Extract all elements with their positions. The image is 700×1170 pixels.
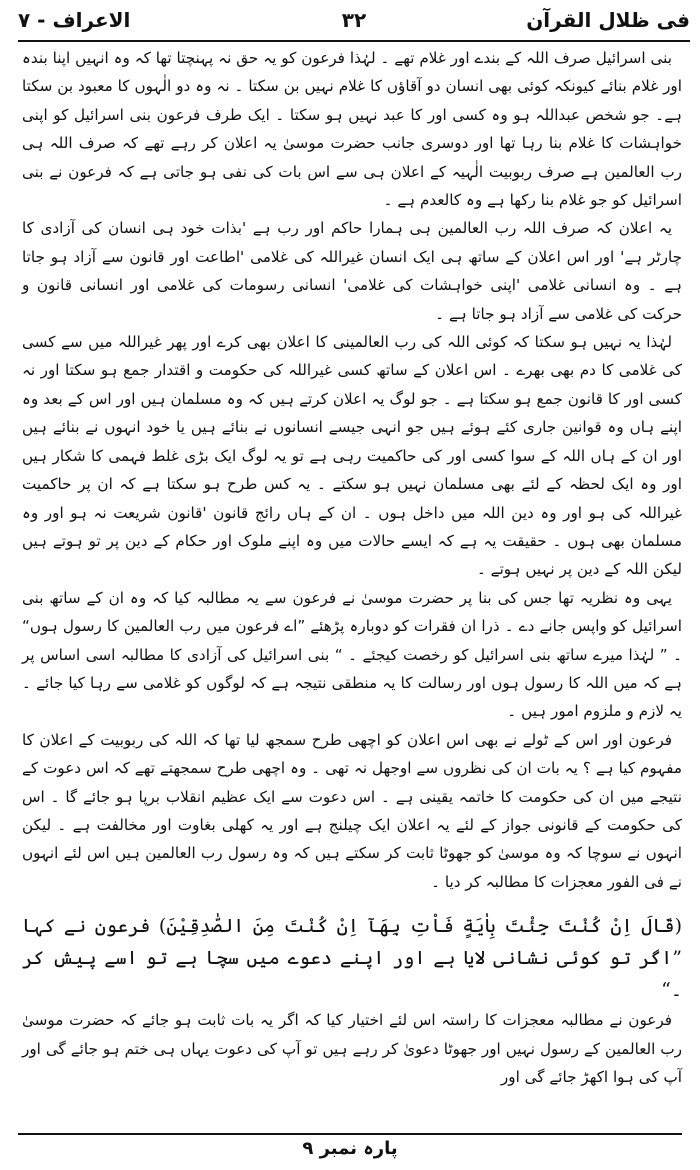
page-number: ۳۲ <box>341 8 367 32</box>
header-rule <box>18 40 690 42</box>
para-label: پارہ نمبر ۹ <box>302 1138 398 1159</box>
paragraph: لہٰذا یہ نہیں ہو سکتا کہ کوئی اللہ کی رب العالمینی کا اعلان بھی کرے اور پھر غیراللہ میں سے کسی کی غلامی کا دم بھی بھرے ۔ اس اعلان کے ساتھ کسی غیراللہ کی حکومت و اقتدار جمع ہو سکتا اور نہ کسی اور کا قانون جمع ہو سکتا ہے ۔ جو لوگ یہ اعلان کرتے ہیں کہ وہ مسلمان ہیں اور اس کے بعد وہ اپنے ہاں وہ قوانین جاری کئے ہوئے ہیں جو انہی جیسے انسانوں نے بنائے ہیں یا خود انہوں نے بنائے ہیں اور ان کے ہاں اللہ کے سوا کسی اور کی حاکمیت رہی ہے تو یہ لوگ ایک بڑی غلط فہمی کا شکار ہیں اور وہ ایک لحظہ کے لئے بھی مسلمان نہیں ہو سکتے ۔ یہ کس طرح ہو سکتا ہے کہ ان پر حاکمیت غیراللہ کی ہو اور وہ دین اللہ میں داخل ہوں ۔ ان کے ہاں رائج قانون 'قانون شریعت نہ ہو اور وہ مسلمان بھی ہوں ۔ حقیقت یہ ہے کہ ایسے حالات میں وہ اپنے ملوک اور حکام کے دین پر تو ہوتے ہیں لیکن اللہ کے دین پر نہیں ہوتے ۔ <box>22 333 682 579</box>
surah-label: الاعراف - ۷ <box>18 8 131 32</box>
verse-translation: فرعون نے کہا ”اگر تو کوئی نشانی لایا ہے اور اپنے دعوے میں سچا ہے تو اسے پیش کر ۔“ <box>22 915 682 1002</box>
quran-verse-block <box>22 910 682 1006</box>
page-body <box>22 44 682 1130</box>
page-header <box>18 6 690 42</box>
paragraph: یہی وہ نظریہ تھا جس کی بنا پر حضرت موسیٰ نے فرعون سے یہ مطالبہ کیا کہ وہ ان کے ساتھ بنی اسرائیل کو واپس جانے دے ۔ ذرا ان فقرات کو دوبارہ پڑھئے ”اے فرعون میں رب العالمین کا رسول ہوں“ ۔ ” لہٰذا میرے ساتھ بنی اسرائیل کو رخصت کیجئے ۔ “ بنی اسرائیل کی آزادی کا مطالبہ اسی اساس پر ہے کہ میں اللہ کا رسول ہوں اور رسالت کا یہ منطقی نتیجہ ہے کہ لوگوں کو غلامی سے رہا کیا جائے ۔ یہ لازم و ملزوم امور ہیں ۔ <box>22 588 682 721</box>
book-title: فی ظلال القرآن <box>526 8 690 32</box>
closing-paragraph: فرعون نے مطالبہ معجزات کا راستہ اس لئے اختیار کیا کہ اگر یہ بات ثابت ہو جائے کہ حضرت موسیٰ رب العالمین کے رسول نہیں اور جھوٹا دعویٰ کر رہے ہیں تو آپ کی دعوت یہاں ہی ختم ہو جائے گی اور آپ کی ہوا اکھڑ جائے گی اور <box>22 1011 682 1086</box>
paragraph: یہ اعلان کہ صرف اللہ رب العالمین ہی ہمارا حاکم اور رب ہے 'بذات خود ہی انسان کی آزادی کا چارٹر ہے' اور اس اعلان کے ساتھ ہی ایک انسان غیراللہ کی غلامی 'اطاعت اور قانون سے آزاد ہو جاتا ہے ۔ وہ انسانی غلامی 'اپنی خواہشات کی غلامی' انسانی رسومات کی غلامی اور انسانی قانون و حرکت کی غلامی سے آزاد ہو جاتا ہے ۔ <box>22 219 682 323</box>
paragraph: فرعون اور اس کے ٹولے نے بھی اس اعلان کو اچھی طرح سمجھ لیا تھا کہ اللہ کی ربوبیت کے اعلان کا مفہوم کیا ہے ؟ یہ بات ان کی نظروں سے اوجھل نہ تھی ۔ وہ اچھی طرح سمجھتے تھے کہ اس دعوت کے نتیجے میں ان کی حکومت کا خاتمہ یقینی ہے ۔ اس دعوت سے ایک عظیم انقلاب برپا ہو جائے گا ۔ اس کی حکومت کے قانونی جواز کے لئے یہ اعلان ایک چیلنج ہے اور یہ کھلی بغاوت اور مخالفت ہے ۔ لیکن انہوں نے سوچا کہ وہ موسیٰ کو جھوٹا ثابت کر سکتے ہیں کہ وہ رسول رب العالمین ہیں اس لئے انہوں نے فی الفور معجزات کا مطالبہ کر دیا ۔ <box>22 730 682 891</box>
paragraph: بنی اسرائیل صرف اللہ کے بندے اور غلام تھے ۔ لہٰذا فرعون کو یہ حق نہ پہنچتا تھا کہ وہ انہیں اپنا بندہ اور غلام بنائے کیونکہ کوئی بھی انسان دو آقاؤں کا غلام نہیں بن سکتا ۔ نہ وہ دو الٰہوں کا معبود بن سکتا ہے۔ جو شخص عبداللہ ہو وہ کسی اور کا عبد نہیں ہو سکتا ۔ ایک طرف فرعون بنی اسرائیل کو اپنی خواہشات کا غلام بنا رہا تھا اور دوسری جانب حضرت موسیٰ یہ اعلان کر رہے تھے کہ صرف اللہ ہی رب العالمین ہے صرف ربوبیت الٰہیہ کے اعلان ہی سے اس بات کی نفی ہو جاتی ہے کہ فرعون نے بنی اسرائیل کو جو غلام بنا رکھا ہے وہ کالعدم ہے ۔ <box>22 49 682 210</box>
footer-rule <box>18 1133 682 1135</box>
verse-arabic: (قَالَ اِنْ كُنْتَ جِئْتَ بِاٰيَةٍ فَاْتِ بِهَآ اِنْ كُنْتَ مِنَ الصّٰدِقِيْنَ) <box>158 915 682 938</box>
